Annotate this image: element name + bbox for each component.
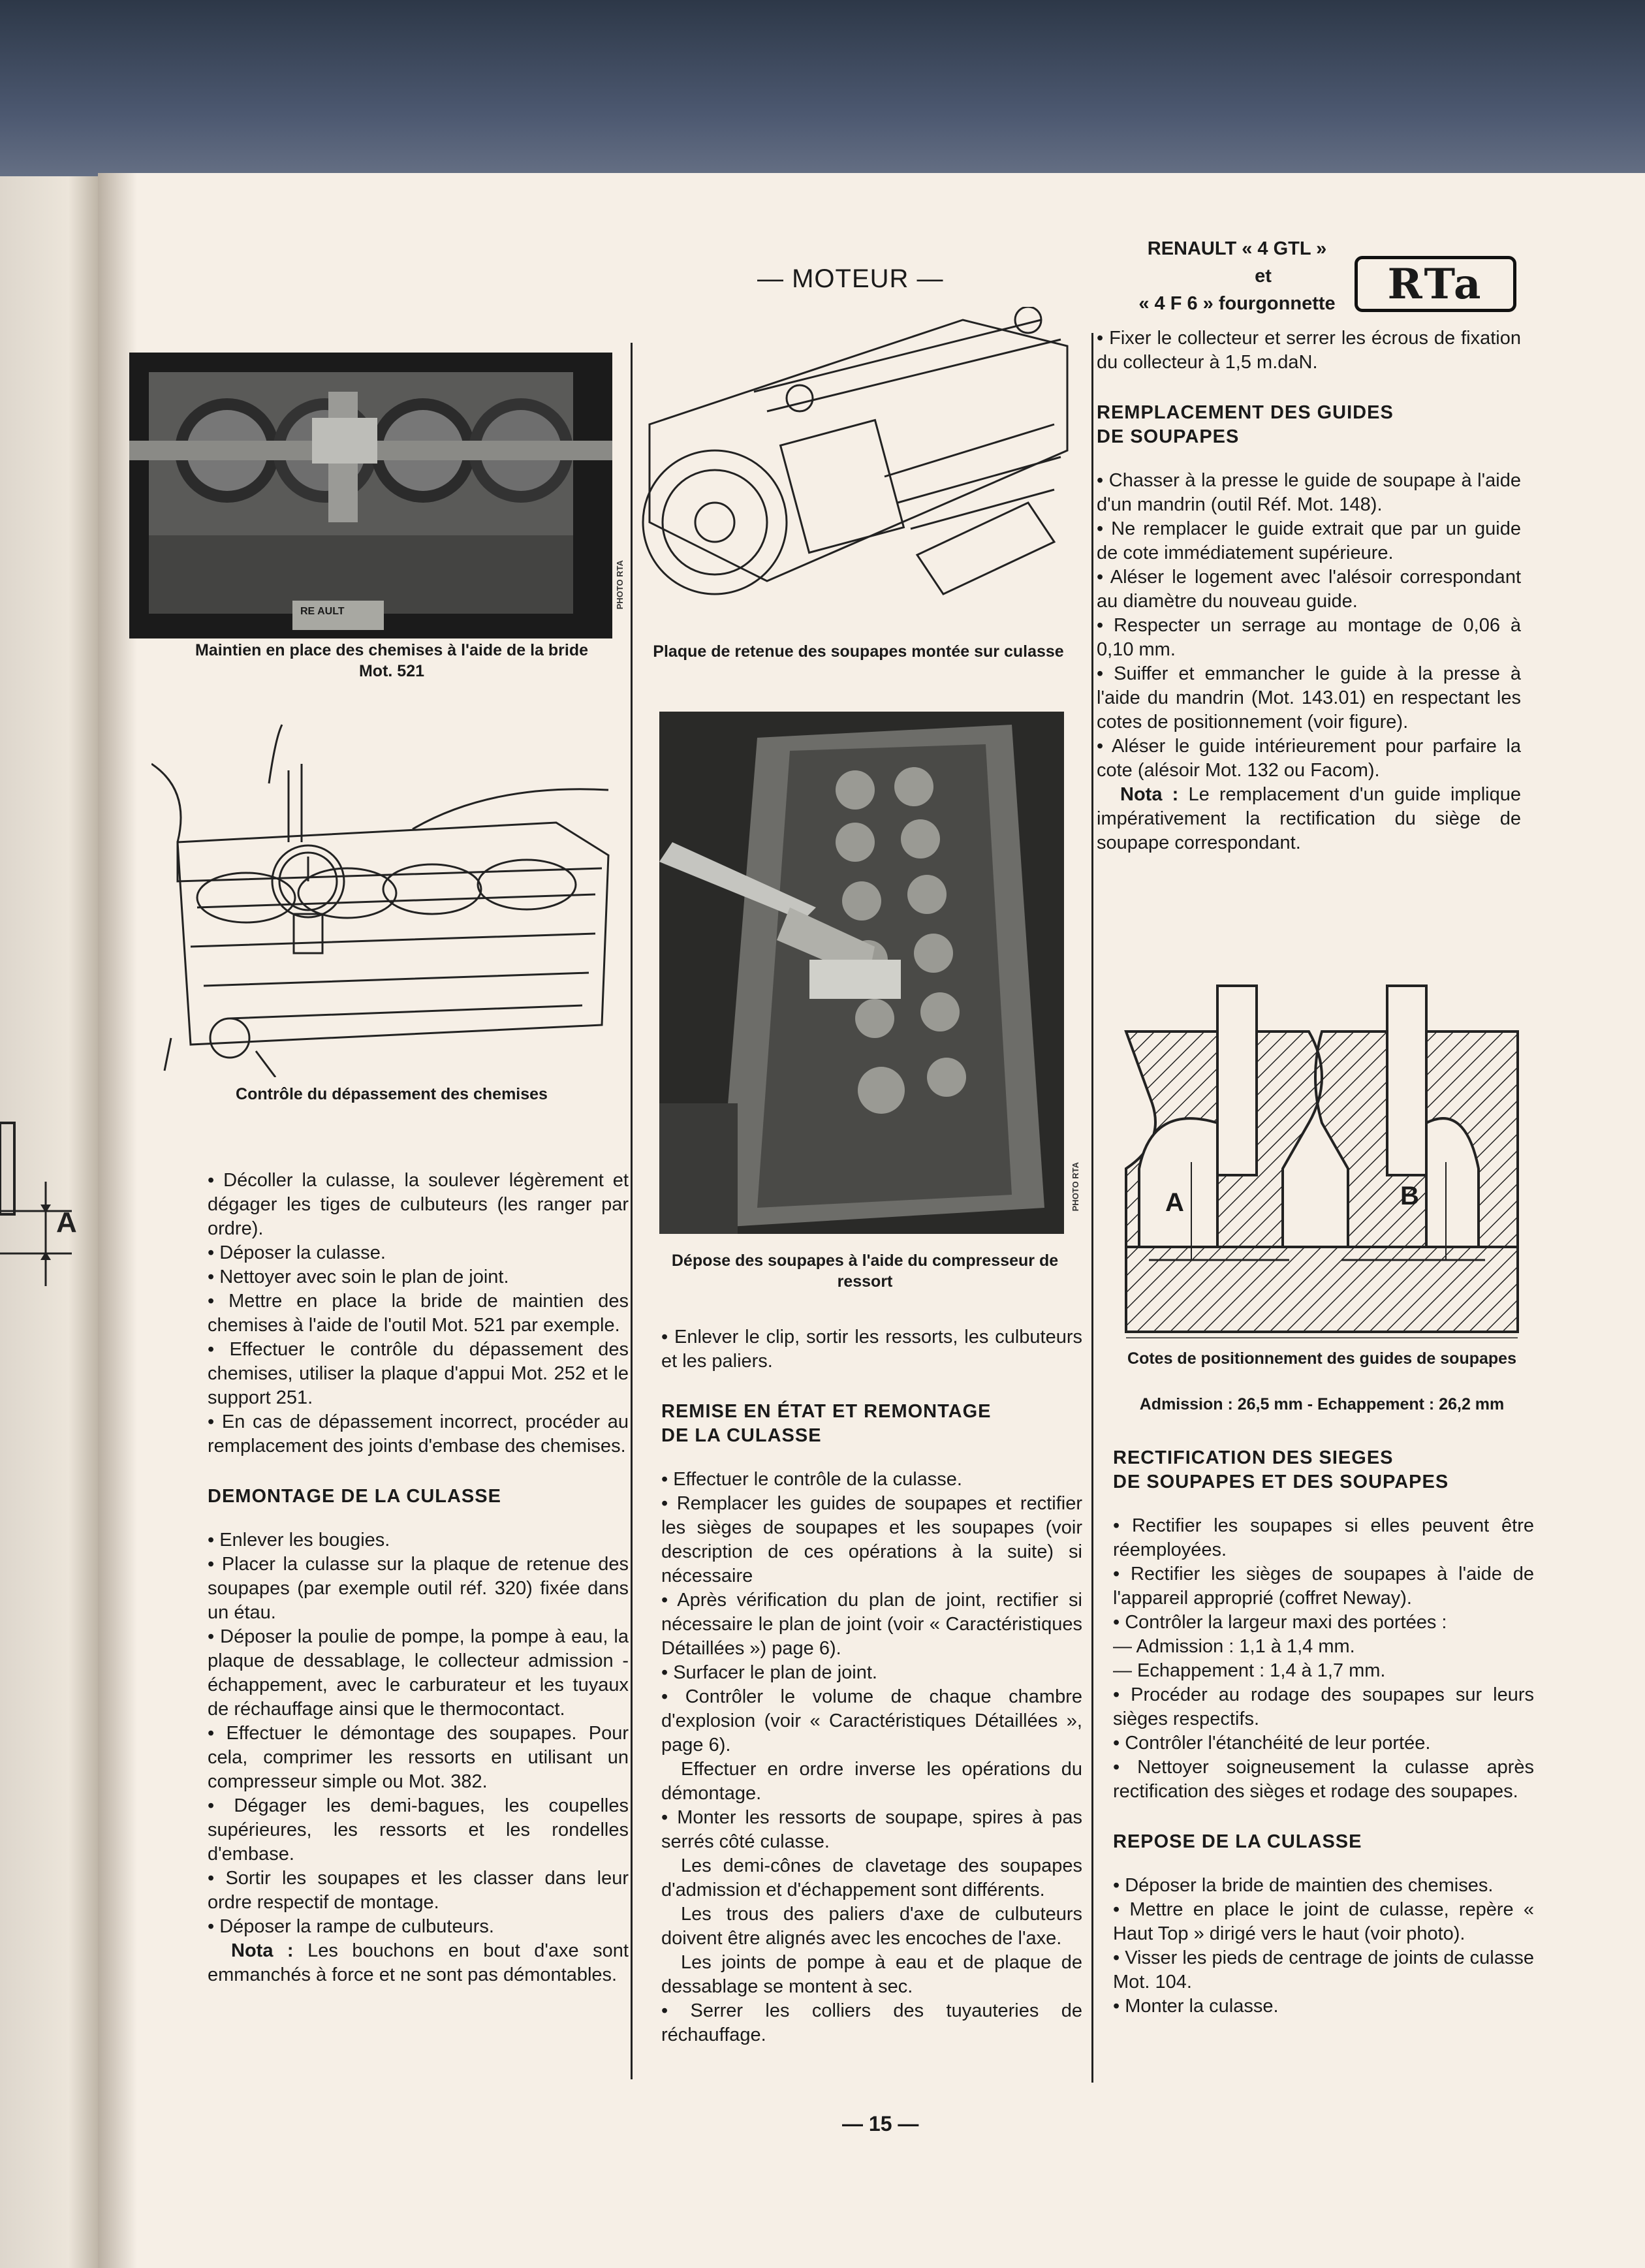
paragraph: • Décoller la culasse, la soulever légèrement et dégager les tiges de culbuteurs (les ranger par ordre). bbox=[208, 1170, 629, 1239]
paragraph: • Visser les pieds de centrage de joints de culasse Mot. 104. bbox=[1113, 1947, 1534, 1992]
left-page-label: A bbox=[56, 1206, 77, 1238]
column-divider-1 bbox=[631, 343, 633, 2079]
paragraph: • Nettoyer avec soin le plan de joint. bbox=[208, 1267, 509, 1287]
paragraph: Les demi-cônes de clavetage des soupapes d'admission et d'échappement sont différents. bbox=[661, 1855, 1082, 1900]
paragraph: Les joints de pompe à eau et de plaque de dessablage se montent à sec. bbox=[661, 1952, 1082, 1997]
paragraph: — Echappement : 1,4 à 1,7 mm. bbox=[1113, 1660, 1386, 1681]
heading-remplacement-guides: REMPLACEMENT DES GUIDES DE SOUPAPES bbox=[1097, 402, 1394, 447]
heading-remise-en-etat: REMISE EN ÉTAT ET REMONTAGE DE LA CULASSE bbox=[661, 1401, 992, 1446]
paragraph: • Mettre en place le joint de culasse, repère « Haut Top » dirigé vers le haut (voir photo). bbox=[1113, 1899, 1534, 1944]
figure-5-caption: Cotes de positionnement des guides de soupapes bbox=[1127, 1349, 1516, 1368]
paragraph: • Enlever le clip, sortir les ressorts, les culbuteurs et les paliers. bbox=[661, 1327, 1082, 1372]
paragraph: • Suiffer et emmancher le guide à la presse à l'aide du mandrin (Mot. 143.01) en respectant les cotes de positionnement (voir figure). bbox=[1097, 663, 1521, 732]
dimension-label-b: B bbox=[1400, 1182, 1419, 1210]
figure-1-credit: PHOTO RTA bbox=[615, 560, 625, 610]
paragraph: • Rectifier les sièges de soupapes à l'aide de l'appareil approprié (coffret Neway). bbox=[1113, 1564, 1534, 1609]
figure-4-caption: Dépose des soupapes à l'aide du compresseur de ressort bbox=[671, 1252, 1059, 1291]
paragraph: • Monter la culasse. bbox=[1113, 1996, 1279, 2017]
nota-label: Nota : bbox=[1120, 784, 1179, 805]
paragraph: • Contrôler le volume de chaque chambre d'explosion (voir « Caractéristiques Détaillées », page 6). bbox=[661, 1686, 1082, 1756]
paragraph: • Nettoyer soigneusement la culasse après rectification des sièges et rodage des soupapes. bbox=[1113, 1757, 1534, 1802]
paragraph: • Effectuer le contrôle de la culasse. bbox=[661, 1469, 962, 1490]
paragraph: • En cas de dépassement incorrect, procéder au remplacement des joints d'embase des chemises. bbox=[208, 1411, 629, 1457]
paragraph: • Dégager les demi-bagues, les coupelles supérieures, les ressorts et les rondelles d'embase. bbox=[208, 1795, 629, 1865]
heading-demontage: DEMONTAGE DE LA CULASSE bbox=[208, 1486, 501, 1507]
paragraph: • Aléser le guide intérieurement pour parfaire la cote (alésoir Mot. 132 ou Facom). bbox=[1097, 736, 1521, 781]
page-number: — 15 — bbox=[842, 2112, 919, 2135]
paragraph: • Fixer le collecteur et serrer les écrous de fixation du collecteur à 1,5 m.daN. bbox=[1097, 328, 1521, 373]
paragraph: • Respecter un serrage au montage de 0,06 à 0,10 mm. bbox=[1097, 615, 1521, 660]
paragraph: • Déposer la culasse. bbox=[208, 1242, 386, 1263]
paragraph: • Effectuer le contrôle du dépassement des chemises, utiliser la plaque d'appui Mot. 252 et le support 251. bbox=[208, 1339, 629, 1408]
paragraph: • Contrôler l'étanchéité de leur portée. bbox=[1113, 1733, 1431, 1754]
nota bbox=[208, 1939, 629, 1987]
left-page-edge bbox=[0, 176, 98, 2268]
figure-2-drawing bbox=[151, 712, 615, 1077]
column-1-text bbox=[208, 1169, 629, 1987]
figure-1-photo bbox=[129, 353, 612, 638]
dimension-label-a: A bbox=[1165, 1188, 1184, 1217]
figure-1-caption: Maintien en place des chemises à l'aide de la bride Mot. 521 bbox=[195, 641, 588, 680]
nota-label: Nota : bbox=[231, 1940, 294, 1961]
rta-logo: RTa bbox=[1355, 256, 1516, 312]
paragraph: • Rectifier les soupapes si elles peuvent être réemployées. bbox=[1113, 1515, 1534, 1560]
paragraph: • Serrer les colliers des tuyauteries de réchauffage. bbox=[661, 2000, 1082, 2045]
nota-text: Le remplacement d'un guide implique impérativement la rectification du siège de soupape correspondant. bbox=[1097, 784, 1521, 853]
paragraph: • Déposer la poulie de pompe, la pompe à eau, la plaque de dessablage, le collecteur admission - échappement, avec le carburateur et les tuyaux de réchauffage ainsi que le thermocontact. bbox=[208, 1626, 629, 1720]
paragraph: • Chasser à la presse le guide de soupape à l'aide d'un mandrin (outil Réf. Mot. 148). bbox=[1097, 470, 1521, 515]
paragraph: • Après vérification du plan de joint, rectifier si nécessaire le plan de joint (voir « Caractéristiques Détaillées ») page 6). bbox=[661, 1590, 1082, 1659]
paragraph: • Sortir les soupapes et les classer dans leur ordre respectif de montage. bbox=[208, 1868, 629, 1913]
column-3-text-top bbox=[1097, 326, 1521, 855]
figure-1-stamp: RE AULT bbox=[300, 606, 345, 617]
paragraph: • Effectuer le démontage des soupapes. Pour cela, comprimer les ressorts en utilisant un compresseur simple ou Mot. 382. bbox=[208, 1723, 629, 1792]
paragraph: • Enlever les bougies. bbox=[208, 1530, 390, 1551]
column-divider-2 bbox=[1091, 333, 1093, 2083]
paragraph: • Ne remplacer le guide extrait que par un guide de cote immédiatement supérieure. bbox=[1097, 518, 1521, 563]
figure-5-drawing bbox=[1113, 973, 1531, 1338]
figure-3-drawing bbox=[636, 307, 1080, 633]
paragraph: • Déposer la rampe de culbuteurs. bbox=[208, 1916, 494, 1937]
paragraph: • Aléser le logement avec l'alésoir correspondant au diamètre du nouveau guide. bbox=[1097, 567, 1521, 612]
paragraph: — Admission : 1,1 à 1,4 mm. bbox=[1113, 1636, 1355, 1657]
paragraph: Les trous des paliers d'axe de culbuteurs doivent être alignés avec les encoches de l'axe. bbox=[661, 1904, 1082, 1949]
background-top bbox=[0, 0, 1645, 189]
column-2-text bbox=[661, 1325, 1082, 2047]
heading-rectification: RECTIFICATION DES SIEGES DE SOUPAPES ET DES SOUPAPES bbox=[1113, 1447, 1449, 1492]
paragraph: • Placer la culasse sur la plaque de retenue des soupapes (par exemple outil réf. 320) fixée dans un étau. bbox=[208, 1554, 629, 1623]
paragraph: • Surfacer le plan de joint. bbox=[661, 1662, 877, 1683]
nota bbox=[1097, 783, 1521, 855]
figure-5-subcaption: Admission : 26,5 mm - Echappement : 26,2 mm bbox=[1139, 1395, 1505, 1413]
paragraph: • Monter les ressorts de soupape, spires à pas serrés côté culasse. bbox=[661, 1807, 1082, 1852]
figure-4-photo bbox=[659, 712, 1064, 1234]
paragraph: • Contrôler la largeur maxi des portées : bbox=[1113, 1612, 1447, 1633]
model-title: RENAULT « 4 GTL » et « 4 F 6 » fourgonnette bbox=[1138, 238, 1336, 314]
paragraph: Effectuer en ordre inverse les opérations du démontage. bbox=[661, 1759, 1082, 1804]
paragraph: • Remplacer les guides de soupapes et rectifier les sièges de soupapes et les soupapes (voir description de ces opérations à la suite) si nécessaire bbox=[661, 1493, 1082, 1586]
paragraph: • Mettre en place la bride de maintien des chemises à l'aide de l'outil Mot. 521 par exemple. bbox=[208, 1291, 629, 1336]
figure-4-credit: PHOTO RTA bbox=[1071, 1162, 1080, 1212]
nota-text: Les bouchons en bout d'axe sont emmanchés à force et ne sont pas démontables. bbox=[208, 1940, 629, 1985]
section-title: — MOTEUR — bbox=[757, 264, 944, 293]
column-3-text-bottom bbox=[1113, 1420, 1534, 2019]
figure-3-caption: Plaque de retenue des soupapes montée sur culasse bbox=[653, 642, 1064, 661]
figure-2-caption: Contrôle du dépassement des chemises bbox=[236, 1085, 548, 1103]
heading-repose: REPOSE DE LA CULASSE bbox=[1113, 1831, 1362, 1852]
paragraph: • Déposer la bride de maintien des chemises. bbox=[1113, 1875, 1494, 1896]
paragraph: • Procéder au rodage des soupapes sur leurs sièges respectifs. bbox=[1113, 1684, 1534, 1729]
